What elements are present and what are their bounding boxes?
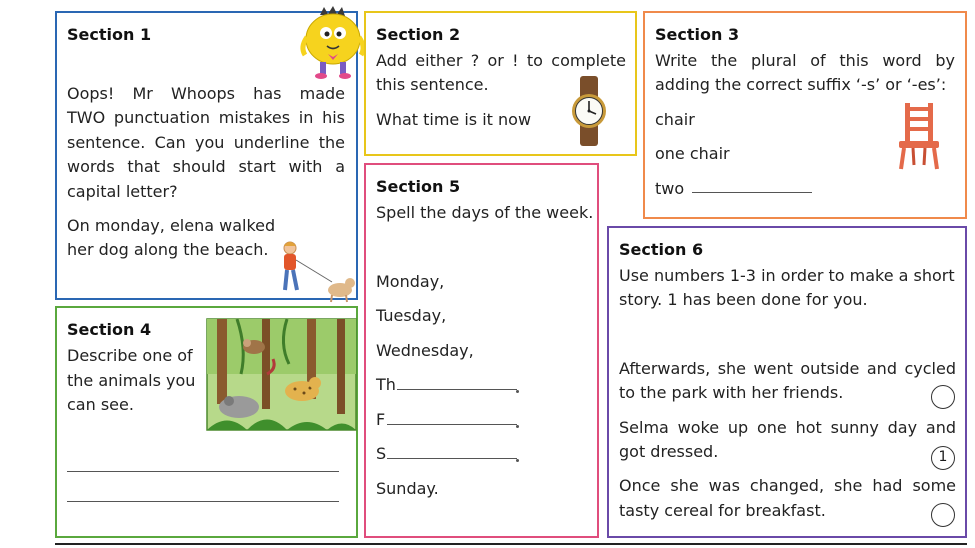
section-5-day-sunday: Sunday. [376, 479, 439, 498]
section-1-line-5: capital letter? [67, 182, 178, 201]
section-3-singular: one chair [655, 144, 730, 163]
story-order-circle-2[interactable]: 1 [931, 446, 955, 470]
section-1-line-3: sentence. Can you underline the [67, 133, 345, 152]
story-item-2-line-2: got dressed. [619, 442, 719, 461]
story-item-3-line-2: tasty cereal for breakfast. [619, 501, 826, 520]
section-2-title: Section 2 [376, 25, 461, 44]
girl-walking-dog-icon [278, 240, 358, 302]
story-item-2-line-1: Selma woke up one hot sunny day and [619, 418, 956, 437]
section-5-day-monday: Monday, [376, 272, 445, 291]
wristwatch-icon [569, 76, 609, 146]
section-5-answer-line-friday[interactable] [387, 424, 517, 425]
section-4-line-3: can see. [67, 395, 134, 414]
story-order-circle-1[interactable] [931, 385, 955, 409]
section-1-line-1: Oops! Mr Whoops has made [67, 84, 345, 103]
section-5-comma-dot [516, 425, 519, 428]
section-6-title: Section 6 [619, 240, 704, 259]
yellow-monster-icon [300, 7, 366, 81]
section-5-instruction: Spell the days of the week. [376, 203, 594, 222]
section-5-day-s: S [376, 444, 387, 463]
section-5-day-f: F [376, 410, 386, 429]
section-4-box [55, 306, 358, 538]
section-5-comma-dot [516, 459, 519, 462]
section-4-answer-line-1[interactable] [67, 471, 339, 472]
section-5-answer-line-saturday[interactable] [387, 458, 517, 459]
section-1-line-2: TWO punctuation mistakes in his [67, 108, 345, 127]
section-4-line-2: the animals you [67, 371, 196, 390]
section-2-line-1: Add either ? or ! to complete [376, 51, 626, 70]
section-2-sentence[interactable]: What time is it now [376, 110, 532, 129]
section-3-line-1: Write the plural of this word by [655, 51, 955, 70]
section-2-line-2: this sentence. [376, 75, 489, 94]
section-3-plural-prompt: two [655, 179, 685, 198]
story-item-1-line-2: to the park with her friends. [619, 383, 844, 402]
section-4-answer-line-2[interactable] [67, 501, 339, 502]
section-1-sentence-line-1[interactable]: On monday, elena walked [67, 216, 276, 235]
jungle-animals-picture [207, 319, 356, 430]
section-5-answer-line-thursday[interactable] [397, 389, 517, 390]
section-3-box [643, 11, 967, 219]
section-6-instruction-line-2: story. 1 has been done for you. [619, 290, 868, 309]
section-5-day-tuesday: Tuesday, [376, 306, 447, 325]
section-1-box [55, 11, 358, 300]
section-5-comma-dot [516, 390, 519, 393]
section-3-title: Section 3 [655, 25, 740, 44]
section-6-box [607, 226, 967, 538]
section-5-day-wednesday: Wednesday, [376, 341, 474, 360]
bottom-rule [55, 543, 967, 545]
section-5-title: Section 5 [376, 177, 461, 196]
section-5-day-th: Th [376, 375, 396, 394]
section-3-answer-line[interactable] [692, 192, 812, 193]
story-order-circle-3[interactable] [931, 503, 955, 527]
chair-icon [897, 103, 941, 169]
section-1-title: Section 1 [67, 25, 152, 44]
section-3-word: chair [655, 110, 695, 129]
section-1-line-4: words that should start with a [67, 157, 345, 176]
section-1-sentence-line-2[interactable]: her dog along the beach. [67, 240, 269, 259]
story-item-3-line-1: Once she was changed, she had some [619, 476, 956, 495]
section-2-box [364, 11, 637, 156]
section-5-box [364, 163, 599, 538]
section-3-line-2: adding the correct suffix ‘-s’ or ‘-es’: [655, 75, 947, 94]
section-6-instruction-line-1: Use numbers 1-3 in order to make a short [619, 266, 955, 285]
story-item-1-line-1: Afterwards, she went outside and cycled [619, 359, 956, 378]
section-4-title: Section 4 [67, 320, 152, 339]
section-4-line-1: Describe one of [67, 346, 193, 365]
